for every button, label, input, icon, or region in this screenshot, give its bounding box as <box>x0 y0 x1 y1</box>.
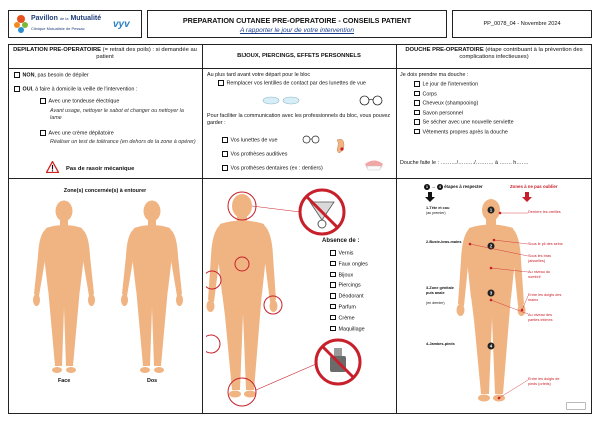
option-lunettes[interactable]: Vos lunettes de vue <box>222 137 278 144</box>
col3-intro: Je dois prendre ma douche : <box>400 72 469 78</box>
absence-item[interactable]: Maquillage <box>330 326 368 337</box>
warning-text: Pas de rasoir mécanique <box>66 166 135 172</box>
pavillon-logo-icon <box>13 14 29 34</box>
shower-arrow-down-icon <box>425 192 435 202</box>
douche-item[interactable]: Se sécher avec une nouvelle serviette <box>414 119 514 129</box>
no-jewelry-icon <box>300 190 344 234</box>
absence-title: Absence de : <box>322 238 360 244</box>
col1-title: DEPILATION PRE-OPERATOIRE (= retrait des poils) : si demandée au patient <box>13 47 197 61</box>
col3-title: DOUCHE PRE-OPERATOIRE (étape contribuant à la prévention des complications infectieuses) <box>405 47 583 61</box>
col2-title: BIJOUX, PIERCINGS, EFFETS PERSONNELS <box>237 53 361 59</box>
contact-lenses-icon <box>262 95 300 106</box>
zone-label-orteils: Entre les doigts de pieds (orteils) <box>528 377 560 386</box>
logo-box <box>8 10 142 38</box>
option-oui[interactable]: OUI, à faire à domicile la veille de l'intervention : <box>14 86 137 93</box>
creme-note: Réaliser un test de tolérance (en dehors de la zone à opérer) <box>50 139 196 145</box>
step-label: 2-Buste-bras-mains <box>426 240 462 244</box>
zone-label-doigts-mains: Entre les doigts des mains <box>528 293 562 302</box>
option-auditives[interactable]: Vos prothèses auditives <box>222 151 287 158</box>
auditives-checkbox[interactable] <box>222 151 228 157</box>
step-label: 4-Jambes-pieds <box>426 342 455 346</box>
douche-date-field[interactable]: Douche faite le : ………/………/………. à ……. h……. <box>400 160 529 166</box>
step-note: (en dernier) <box>426 301 445 305</box>
col2-line1: Au plus tard avant votre départ pour le bloc <box>207 72 311 78</box>
zone-connectors <box>456 196 528 410</box>
body-back-figure[interactable] <box>116 198 188 376</box>
zone-label-nombril: Au niveau du nombril <box>528 270 551 279</box>
hearing-aid-icon <box>334 137 346 155</box>
zone-label-parties-intimes: Au niveau des parties intimes <box>528 313 553 322</box>
zone-label-oreilles: Derrière les oreilles <box>528 210 561 214</box>
douche-item[interactable]: Cheveux (shampooing) <box>414 100 514 110</box>
step-number: 3 <box>489 290 493 296</box>
no-nail-polish-icon <box>316 340 360 384</box>
page-subtitle: A rapporter le jour de votre intervention <box>239 27 355 34</box>
douche-item[interactable]: Corps <box>414 91 514 101</box>
creme-checkbox[interactable] <box>40 130 46 136</box>
absence-list <box>330 250 368 336</box>
absence-item[interactable]: Piercings <box>330 282 368 293</box>
zones-title: Zones à ne pas oublier <box>510 184 558 189</box>
logo-name: Pavillon <box>31 15 58 22</box>
dos-label: Dos <box>147 378 158 384</box>
absence-item[interactable]: Parfum <box>330 304 368 315</box>
steps-title: 1 → 4 étapes à respecter <box>425 184 483 189</box>
step-number: 4 <box>489 343 493 349</box>
step-number: 2 <box>489 243 493 249</box>
page-title: PREPARATION CUTANEE PRE-OPERATOIRE - CONSEILS PATIENT <box>182 16 412 25</box>
absence-item[interactable]: Faux ongles <box>330 261 368 272</box>
step-note: (au premier) <box>426 211 446 215</box>
absence-item[interactable]: Déodorant <box>330 293 368 304</box>
vyv-logo: vyv <box>113 19 130 30</box>
oui-checkbox[interactable] <box>14 86 20 92</box>
absence-item[interactable]: Vernis <box>330 250 368 261</box>
non-checkbox[interactable] <box>14 72 20 78</box>
glasses-icon <box>358 95 384 106</box>
option-creme[interactable]: Avec une crème dépilatoire <box>40 130 114 137</box>
tondeuse-note: Avant usage, nettoyer le sabot et changer ou nettoyer la lame <box>50 108 184 121</box>
lunettes-checkbox[interactable] <box>222 137 228 143</box>
warning-icon <box>46 161 59 173</box>
option-tondeuse[interactable]: Avec une tondeuse électrique <box>40 98 119 105</box>
dentures-icon <box>364 158 384 172</box>
face-label: Face <box>58 378 71 384</box>
douche-item[interactable]: Le jour de l'intervention <box>414 81 514 91</box>
douche-list <box>414 81 514 139</box>
step-label: 1-Tête et cou <box>426 206 450 210</box>
watermark-icon <box>566 402 586 410</box>
title-box <box>147 10 447 38</box>
dentaires-checkbox[interactable] <box>222 165 228 171</box>
logo-subtitle: Clinique Mutualiste de Pessac <box>31 26 85 31</box>
douche-item[interactable]: Vêtements propres après la douche <box>414 129 514 139</box>
ref-box <box>452 10 592 38</box>
step-number: 1 <box>489 207 493 213</box>
absence-item[interactable]: Bijoux <box>330 272 368 283</box>
absence-item[interactable]: Crème <box>330 315 368 326</box>
option-dentaires[interactable]: Vos prothèses dentaires (ex : dentiers) <box>222 165 323 172</box>
eyeglasses-icon <box>302 135 320 144</box>
document-reference: PP_0078_04 - Novembre 2024 <box>483 21 561 27</box>
step-label: 3-Zone génitale puis anale <box>426 286 454 295</box>
logo-connector: de la <box>59 16 69 21</box>
zone-label: Zone(s) concernée(s) à entourer <box>63 188 147 194</box>
option-lentilles[interactable]: Remplacer vos lentilles de contact par des lunettes de vue <box>218 80 394 87</box>
lentilles-checkbox[interactable] <box>218 80 224 86</box>
option-non[interactable]: NON, pas besoin de dépiler <box>14 72 89 79</box>
zone-label-aisselles: Sous les bras (aisselles) <box>528 254 552 263</box>
zone-label-seins: Sous le pli des seins <box>528 242 563 246</box>
body-front-figure[interactable] <box>28 198 100 376</box>
logo-brand: Mutualité <box>70 15 102 22</box>
douche-item[interactable]: Savon personnel <box>414 110 514 120</box>
col2-comm: Pour faciliter la communication avec les professionnels du bloc, vous pouvez garder : <box>207 113 391 126</box>
tondeuse-checkbox[interactable] <box>40 98 46 104</box>
